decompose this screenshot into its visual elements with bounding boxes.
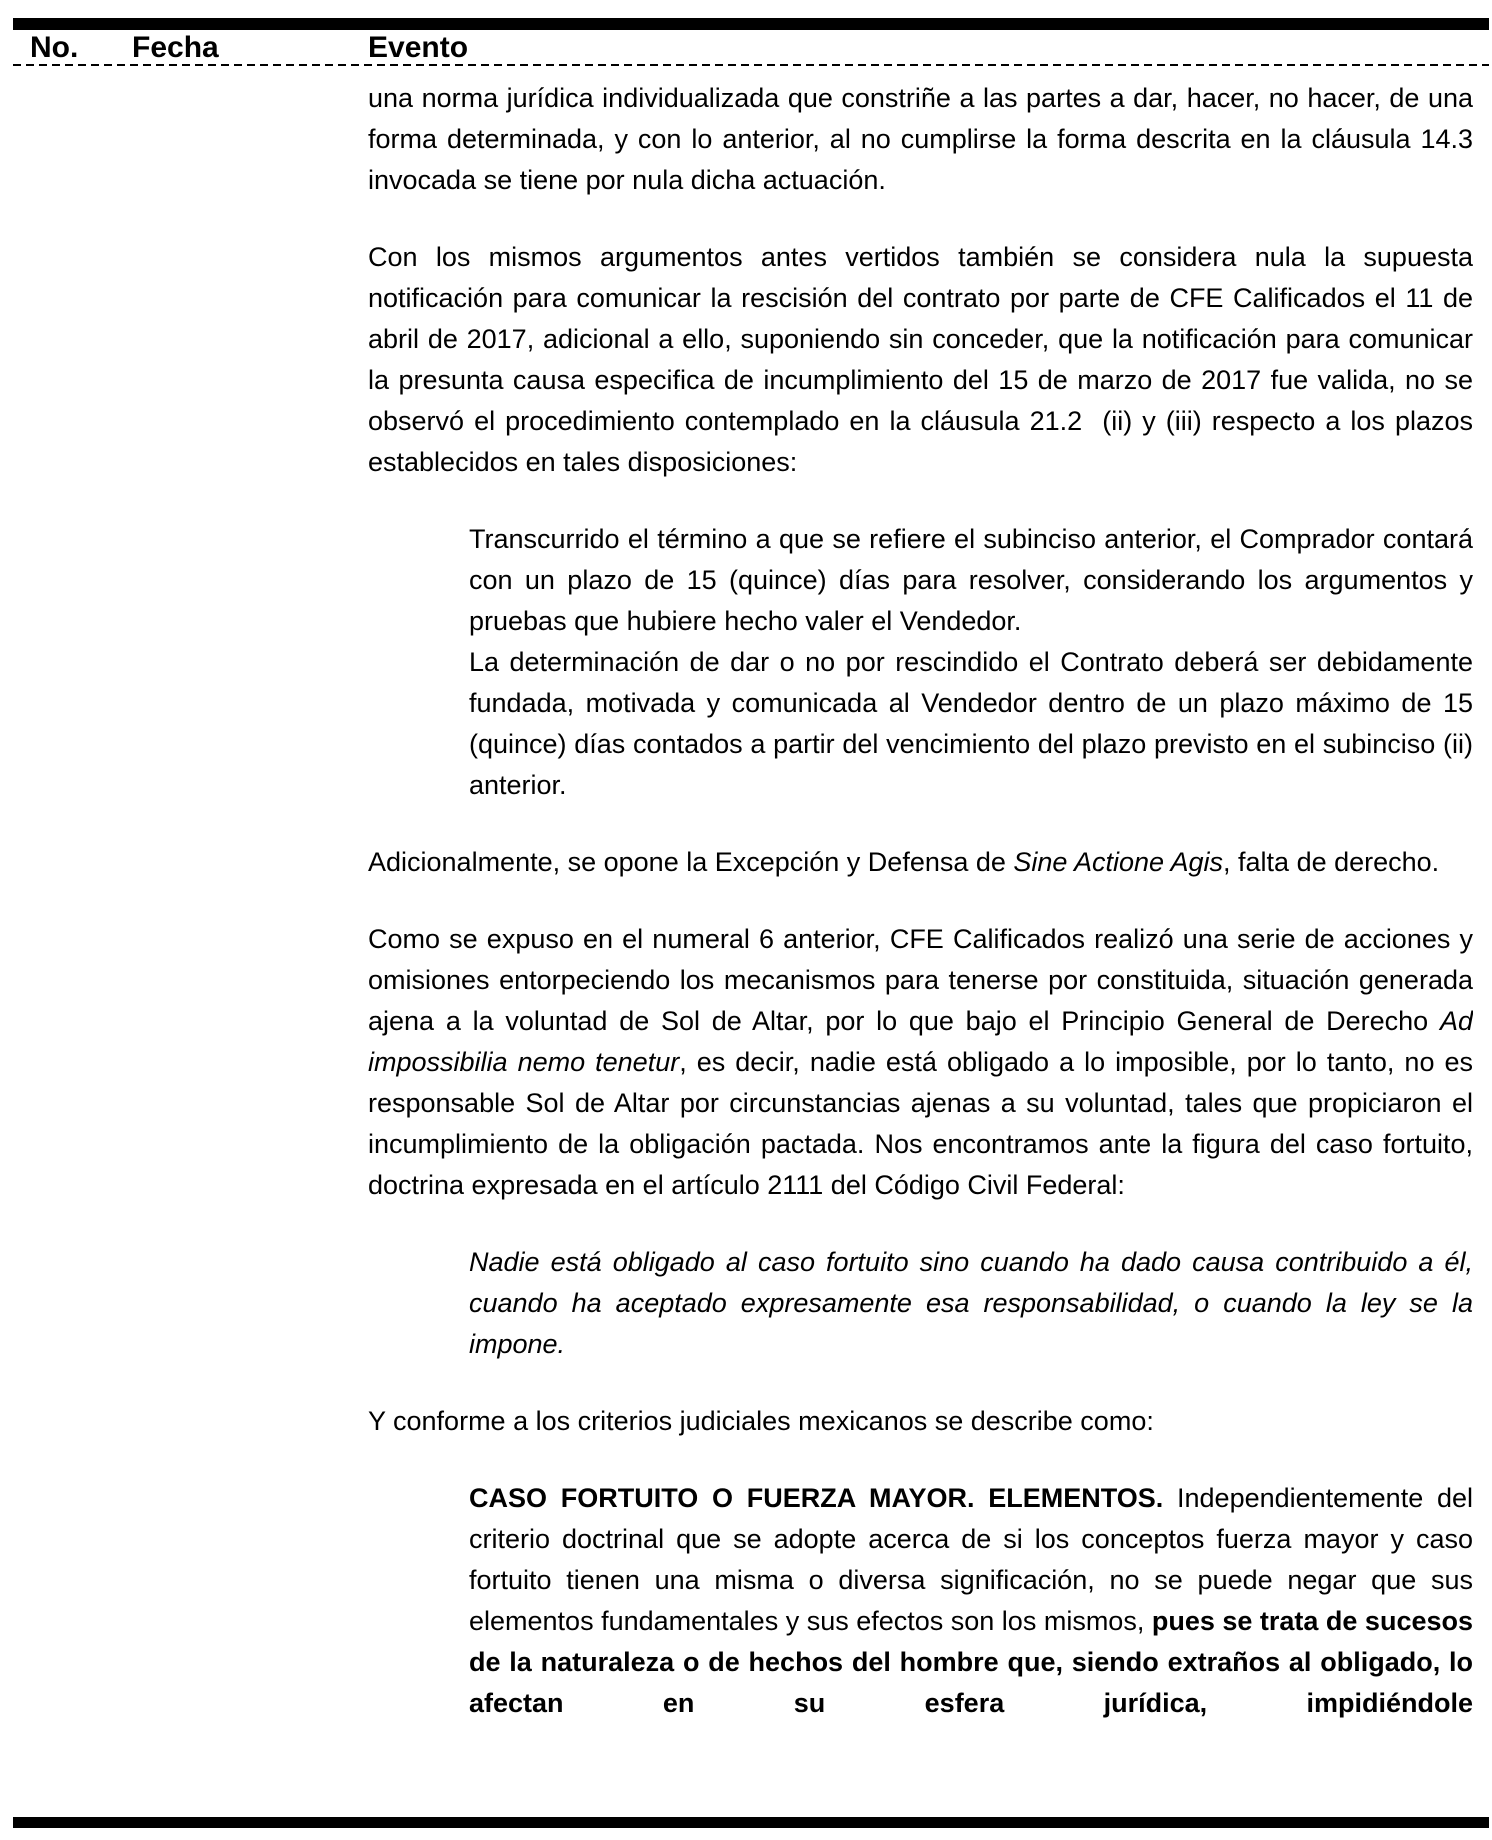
text-segment-normal: , falta de derecho. (1223, 847, 1440, 877)
text-segment-normal: Transcurrido el término a que se refiere el subinciso anterior, el Comprador contará con un plazo de 15 (quince) días para resolver, considerando los argumentos y pruebas que hubiere hecho valer el Vendedor. (469, 524, 1473, 636)
body-paragraph (368, 919, 1473, 1206)
table-top-border (13, 18, 1489, 30)
text-segment-italic: Sine Actione Agis (1013, 847, 1224, 877)
header-separator-dashed (13, 64, 1489, 66)
text-segment-normal: Y conforme a los criterios judiciales mexicanos se describe como: (368, 1406, 1154, 1436)
body-paragraph (368, 78, 1473, 201)
text-segment-normal: Como se expuso en el numeral 6 anterior, CFE Calificados realizó una serie de acciones y omisiones entorpeciendo los mecanismos para tenerse por constituida, situación generada ajena a la voluntad de Sol de Altar, por lo que bajo el Principio General de Derecho (368, 924, 1473, 1036)
text-segment-normal: Independientemente del criterio doctrinal que se adopte acerca de si los conceptos fuerza mayor y caso fortuito tienen una misma o diversa significación, no se puede negar que sus elementos fundamentales y sus efectos son los mismos, (469, 1483, 1473, 1636)
text-segment-normal: La determinación de dar o no por rescindido el Contrato deberá ser debidamente fundada, motivada y comunicada al Vendedor dentro de un plazo máximo de 15 (quince) días contados a partir del vencimiento del plazo previsto en el subinciso (ii) anterior. (469, 647, 1473, 800)
text-segment-italic: Ad impossibilia nemo tenetur (368, 1006, 1473, 1077)
column-header-evento: Evento (368, 31, 469, 64)
block-quote (469, 519, 1473, 642)
body-paragraph (368, 842, 1473, 883)
text-segment-bold: CASO FORTUITO O FUERZA MAYOR. ELEMENTOS. (469, 1483, 1178, 1513)
evento-cell-content (368, 78, 1473, 1817)
table-header-row (0, 33, 1492, 63)
block-quote (469, 1478, 1473, 1724)
text-segment-bold: pues se trata de sucesos de la naturaleza o de hechos del hombre que, siendo extraños al obligado, lo afectan en su esfera jurídica, impidiéndole (469, 1606, 1473, 1718)
text-segment-normal: Adicionalmente, se opone la Excepción y Defensa de (368, 847, 1014, 877)
column-header-no: No. (30, 31, 79, 64)
body-paragraph (368, 1401, 1473, 1442)
block-quote (469, 642, 1473, 806)
text-segment-normal: una norma jurídica individualizada que constriñe a las partes a dar, hacer, no hacer, de una forma determinada, y con lo anterior, al no cumplirse la forma descrita en la cláusula 14.3 invocada se tiene por nula dicha actuación. (368, 83, 1473, 195)
block-quote (469, 1242, 1473, 1365)
text-segment-italic: Nadie está obligado al caso fortuito sino cuando ha dado causa contribuido a él, cuando ha aceptado expresamente esa responsabilidad, o cuando la ley se la impone. (469, 1247, 1473, 1359)
table-bottom-border (13, 1817, 1489, 1828)
column-header-fecha: Fecha (132, 31, 219, 64)
body-paragraph (368, 237, 1473, 483)
text-segment-normal: Con los mismos argumentos antes vertidos también se considera nula la supuesta notificación para comunicar la rescisión del contrato por parte de CFE Calificados el 11 de abril de 2017, adicional a ello, suponiendo sin conceder, que la notificación para comunicar la presunta causa especifica de incumplimiento del 15 de marzo de 2017 fue valida, no se observó el procedimiento contemplado en la cláusula 21.2 (ii) y (iii) respecto a los plazos establecidos en tales disposiciones: (368, 242, 1473, 477)
text-segment-normal: , es decir, nadie está obligado a lo imposible, por lo tanto, no es responsable Sol de Altar por circunstancias ajenas a su voluntad, tales que propiciaron el incumplimiento de la obligación pactada. Nos encontramos ante la figura del caso fortuito, doctrina expresada en el artículo 2111 del Código Civil Federal: (368, 1047, 1473, 1200)
